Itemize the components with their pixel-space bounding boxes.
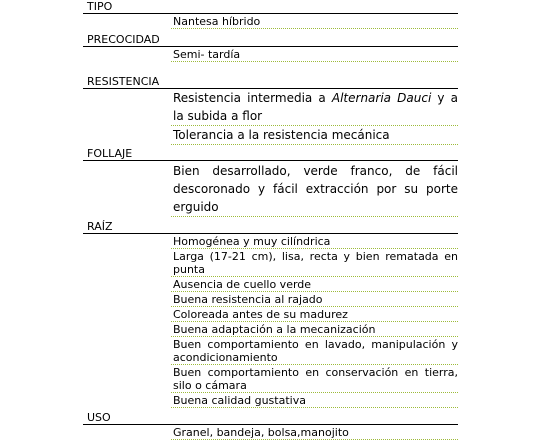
spec-item: Ausencia de cuello verde	[171, 277, 458, 292]
section-heading-uso: USO	[83, 411, 458, 425]
section-body-uso	[83, 425, 458, 440]
spec-item: Nantesa híbrido	[171, 14, 458, 29]
section-heading-resistencia: RESISTENCIA	[83, 75, 458, 89]
section-body-follaje	[83, 161, 458, 217]
spec-item: Buen comportamiento en conservación en tierra, silo o cámara	[173, 366, 458, 392]
spec-item: Homogénea y muy cilíndrica	[171, 234, 458, 249]
spec-item: Tolerancia a la resistencia mecánica	[171, 126, 458, 145]
section-heading-precocidad: PRECOCIDAD	[83, 33, 458, 47]
section-body-resistencia	[83, 89, 458, 145]
section-heading-follaje: FOLLAJE	[83, 147, 458, 161]
pathogen-name: Alternaria Dauci	[331, 91, 432, 105]
spec-item: Buena resistencia al rajado	[171, 292, 458, 307]
spec-item: Granel, bandeja, bolsa,manojito	[171, 425, 458, 440]
section-body-raiz	[83, 234, 458, 408]
variety-spec-sheet	[83, 0, 458, 440]
section-body-tipo	[83, 14, 458, 29]
spec-item: Coloreada antes de su madurez	[171, 307, 458, 322]
spec-item: Buena calidad gustativa	[171, 393, 458, 408]
spec-item: Buena adaptación a la mecanización	[171, 322, 458, 337]
section-heading-tipo: TIPO	[83, 0, 458, 14]
spec-item: Buen comportamiento en lavado, manipulación y acondicionamiento	[173, 338, 458, 364]
section-heading-raiz: RAÍZ	[83, 220, 458, 234]
section-body-precocidad	[83, 47, 458, 62]
spec-text: Resistencia intermedia a	[173, 91, 332, 105]
spec-item: Larga (17-21 cm), lisa, recta y bien rematada en punta	[173, 250, 458, 276]
spec-item	[171, 89, 458, 126]
spec-item: Semi- tardía	[171, 47, 458, 62]
spec-item: Bien desarrollado, verde franco, de fácil descoronado y fácil extracción por su porte erguido	[171, 161, 458, 217]
spec-text: y a la subida a flor	[173, 91, 458, 123]
